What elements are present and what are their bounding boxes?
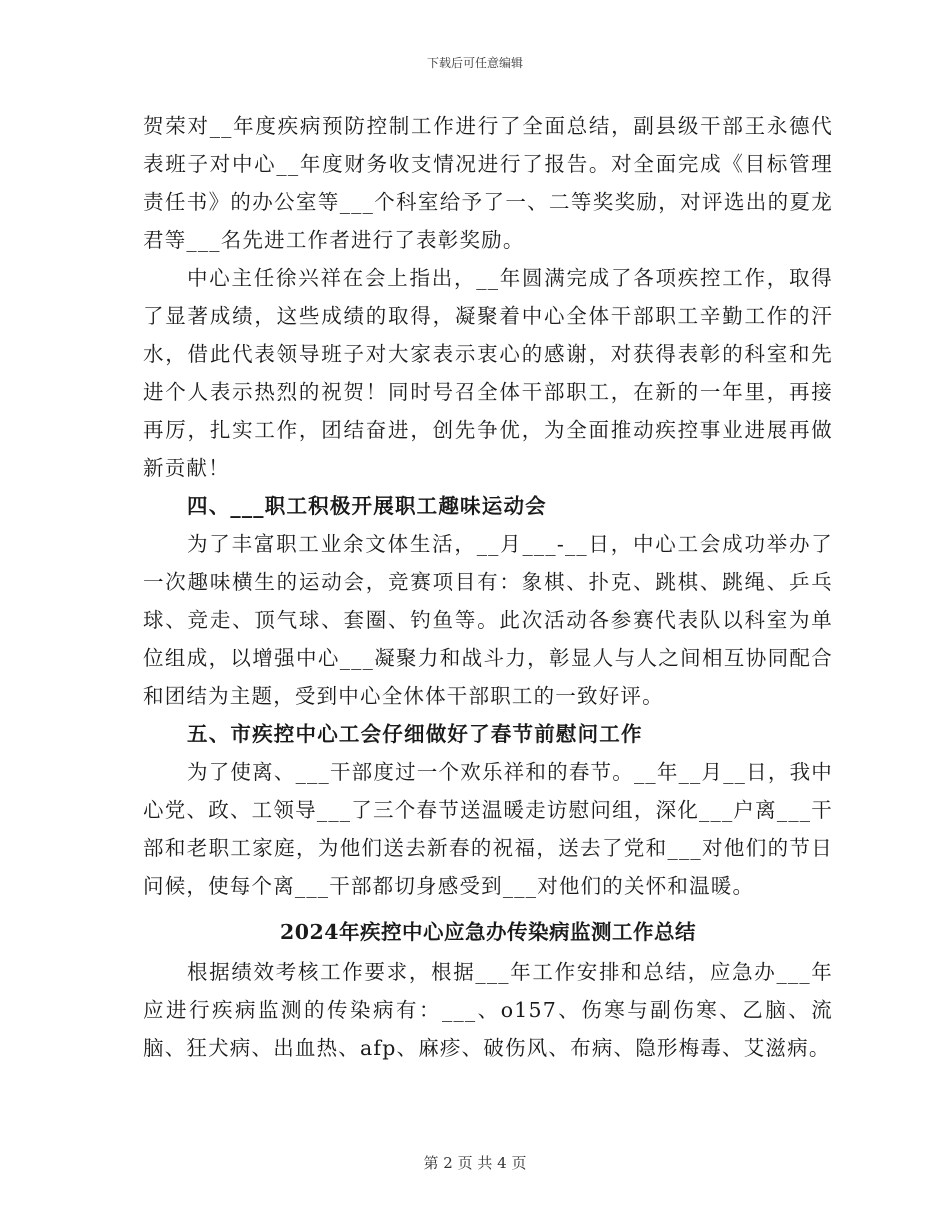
paragraph-summary: 贺荣对__年度疾病预防控制工作进行了全面总结，副县级干部王永德代表班子对中心__年度财务收支情况进行了报告。对全面完成《目标管理责任书》的办公室等___个科室给予了一、二等奖奖励，对评选出的夏龙君等___名先进工作者进行了表彰奖励。 — [143, 114, 833, 252]
document-title: 2024年疾控中心应急办传染病监测工作总结 — [279, 920, 697, 944]
page-header-note: 下载后可任意编辑 — [426, 56, 523, 70]
paragraph-surveillance: 根据绩效考核工作要求，根据___年工作安排和总结，应急办___年应进行疾病监测的传染病有：___、o157、伤寒与副伤寒、乙脑、流脑、狂犬病、出血热、afp、麻疹、破伤风、布病、隐形梅毒、艾滋病。 — [143, 960, 833, 1060]
section-heading-spring-festival: 五、市疾控中心工会仔细做好了春节前慰问工作 — [187, 722, 643, 746]
page-number-footer: 第 2 页 共 4 页 — [423, 1154, 527, 1172]
paragraph-spring-festival: 为了使离、___干部度过一个欢乐祥和的春节。__年__月__日，我中心党、政、工领导___了三个春节送温暖走访慰问组，深化___户离___干部和老职工家庭，为他们送去新春的祝福，送去了党和___对他们的节日问候，使每个离___干部都切身感受到___对他们的关怀和温暖。 — [143, 760, 833, 898]
paragraph-director-remarks: 中心主任徐兴祥在会上指出，__年圆满完成了各项疾控工作，取得了显著成绩，这些成绩的取得，凝聚着中心全体干部职工辛勤工作的汗水，借此代表领导班子对大家表示衷心的感谢，对获得表彰的科室和先进个人表示热烈的祝贺！同时号召全体干部职工，在新的一年里，再接再厉，扎实工作，团结奋进，创先争优，为全面推动疾控事业进展再做新贡献！ — [143, 266, 833, 480]
paragraph-sports-meet: 为了丰富职工业余文体生活，__月___-__日，中心工会成功举办了一次趣味横生的运动会，竞赛项目有：象棋、扑克、跳棋、跳绳、乒乓球、竞走、顶气球、套圈、钓鱼等。此次活动各参赛代表队以科室为单位组成，以增强中心___凝聚力和战斗力，彰显人与人之间相互协同配合和团结为主题，受到中心全休体干部职工的一致好评。 — [143, 532, 833, 708]
section-heading-sports-meet: 四、___职工积极开展职工趣味运动会 — [187, 494, 547, 518]
document-body — [143, 107, 833, 1067]
